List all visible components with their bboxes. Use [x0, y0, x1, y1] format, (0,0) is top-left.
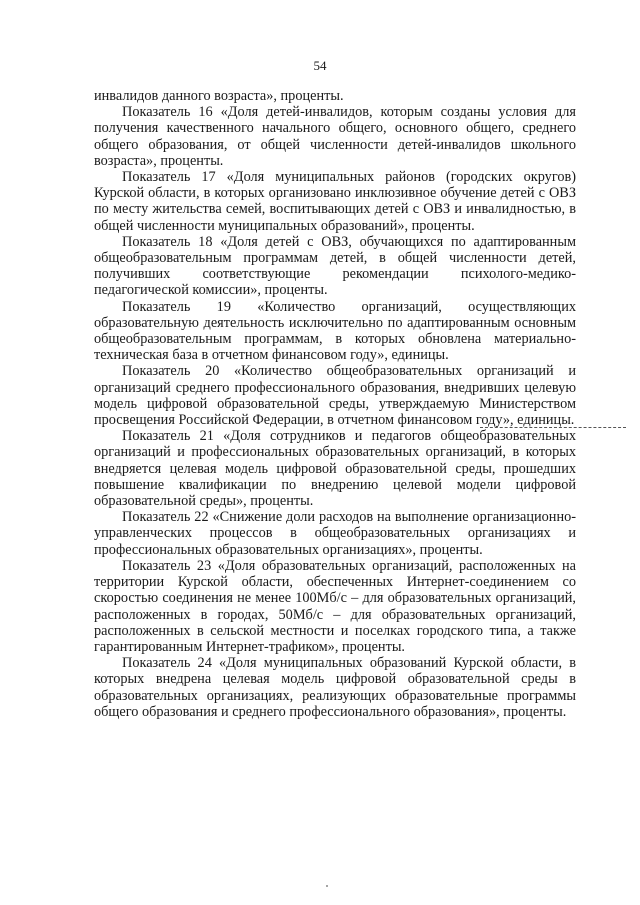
document-body [94, 88, 576, 720]
paragraph-indicator-19: Показатель 19 «Количество организаций, осуществляющих образовательную деятельность исключительно по адаптированным основным общеобразовательным программам, в которых обновлена материально-техническая база в отчетном финансовом году», единицы. [94, 298, 576, 364]
paragraph-indicator-17: Показатель 17 «Доля муниципальных районов (городских округов) Курской области, в которых организовано инклюзивное обучение детей с ОВЗ по месту жительства семей, воспитывающих детей с ОВЗ и инвалидностью, в общей численности муниципальных образований», проценты. [94, 169, 576, 234]
paragraph-indicator-20: Показатель 20 «Количество общеобразовательных организаций и организаций среднего профессионального образования, внедривших целевую модель цифровой образовательной среды, утверждаемую Министерством просвещения Российской Федерации, в отчетном финансовом году», единицы. [94, 363, 576, 429]
paragraph-indicator-24: Показатель 24 «Доля муниципальных образований Курской области, в которых внедрена целевая модель цифровой образовательной среды в образовательных организациях, реализующих образовательные программы общего образования и среднего профессионального образования», проценты. [94, 655, 576, 720]
paragraph-indicator-22: Показатель 22 «Снижение доли расходов на выполнение организационно-управленческих процессов в общеобразовательных организациях и профессиональных образовательных организациях», проценты. [94, 509, 576, 558]
paragraph-continuation: инвалидов данного возраста», проценты. [94, 88, 344, 104]
page-number: 54 [313, 58, 327, 73]
scan-artifact-dot [326, 885, 328, 887]
paragraph-indicator-21: Показатель 21 «Доля сотрудников и педагогов общеобразовательных организаций и профессиональных образовательных организаций, в которых внедряется целевая модель цифровой образовательной среды, прошедших повышение квалификации по внедрению целевой модели цифровой образовательной среды», проценты. [94, 428, 576, 510]
paragraph-indicator-16: Показатель 16 «Доля детей-инвалидов, которым созданы условия для получения качественного начального общего, основного общего, среднего общего образования, от общей численности детей-инвалидов школьного возраста», проценты. [94, 104, 576, 169]
paragraph-indicator-18: Показатель 18 «Доля детей с ОВЗ, обучающихся по адаптированным общеобразовательным программам детей, в общей численности детей, получивших соответствующие рекомендации психолого-медико-педагогической комиссии», проценты. [94, 233, 576, 299]
scan-artifact-line [480, 427, 626, 428]
paragraph-indicator-23: Показатель 23 «Доля образовательных организаций, расположенных на территории Курской области, обеспеченных Интернет-соединением со скоростью соединения не менее 100Мб/с – для образовательных организаций, расположенных в городах, 50Мб/с – для образовательных организаций, расположенных в сельской местности и поселках городского типа, а также гарантированным Интернет-трафиком», проценты. [94, 557, 576, 655]
